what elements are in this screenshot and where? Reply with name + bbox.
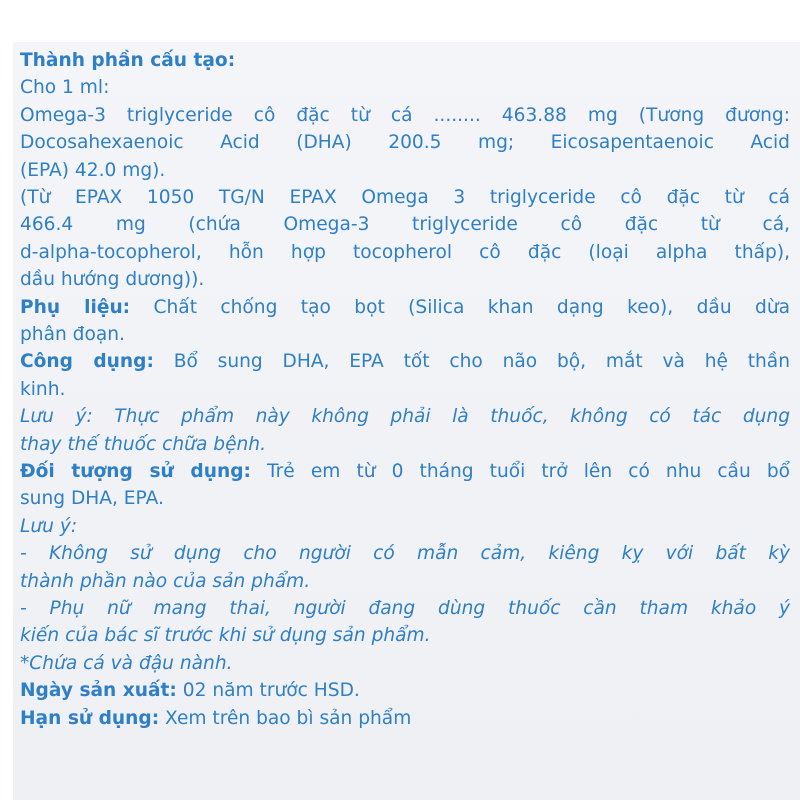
target-label: Đối tượng sử dụng: xyxy=(20,460,251,482)
manufacture-line xyxy=(20,677,790,704)
omega-line-2: Docosahexaenoic Acid (DHA) 200.5 mg; Eicosapentaenoic Acid xyxy=(20,132,790,154)
note2-heading: Lưu ý: xyxy=(20,515,78,537)
note1-line-2: thay thế thuốc chữa bệnh. xyxy=(20,433,266,455)
source-line-3: d-alpha-tocopherol, hỗn hợp tocopherol cô đặc (loại alpha thấp), xyxy=(20,241,790,263)
usage-line-2: kinh. xyxy=(20,378,66,400)
excipient-line-2: phân đoạn. xyxy=(20,323,125,345)
composition-heading: Thành phần cấu tạo: xyxy=(20,50,236,71)
excipient-label: Phụ liệu: xyxy=(20,296,131,318)
allergen-note: *Chứa cá và đậu nành. xyxy=(20,652,233,674)
usage-text: Bổ sung DHA, EPA tốt cho não bộ, mắt và hệ thần xyxy=(153,351,790,373)
note2-item2-line-2: kiến của bác sĩ trước khi sử dụng sản phẩm. xyxy=(20,625,431,647)
source-line-1: (Từ EPAX 1050 TG/N EPAX Omega 3 triglyceride cô đặc từ cá xyxy=(20,187,790,208)
target-line-2: sung DHA, EPA. xyxy=(20,488,164,510)
source-line-2: 466.4 mg (chứa Omega-3 triglyceride cô đặc từ cá, xyxy=(20,214,790,236)
omega-line-3: (EPA) 42.0 mg). xyxy=(20,159,166,181)
omega-line-1: Omega-3 triglyceride cô đặc từ cá ........ 463.88 mg (Tương đương: xyxy=(20,104,790,126)
label-text-block xyxy=(20,47,790,732)
expiry-label: Hạn sử dụng: xyxy=(20,707,160,729)
usage-label: Công dụng: xyxy=(20,351,154,373)
target-text: Trẻ em từ 0 tháng tuổi trở lên có nhu cầu bổ xyxy=(250,460,790,482)
note1-line-1: Lưu ý: Thực phẩm này không phải là thuốc, không có tác dụng xyxy=(20,406,790,428)
expiry-text: Xem trên bao bì sản phẩm xyxy=(159,707,412,729)
per-ml-line: Cho 1 ml: xyxy=(20,77,110,99)
expiry-line xyxy=(20,705,790,732)
excipient-line-1 xyxy=(20,294,790,321)
source-line-4: dầu hướng dương)). xyxy=(20,269,205,291)
note2-item1-line-2: thành phần nào của sản phẩm. xyxy=(20,570,311,592)
excipient-text: Chất chống tạo bọt (Silica khan dạng keo), dầu dừa xyxy=(130,296,790,318)
note2-item2-line-1: - Phụ nữ mang thai, người đang dùng thuốc cần tham khảo ý xyxy=(20,597,790,619)
usage-line-1 xyxy=(20,348,790,375)
manufacture-text: 02 năm trước HSD. xyxy=(176,680,360,702)
manufacture-label: Ngày sản xuất: xyxy=(20,680,177,702)
target-line-1 xyxy=(20,458,790,485)
note2-item1-line-1: - Không sử dụng cho người có mẫn cảm, kiêng kỵ với bất kỳ xyxy=(20,543,790,565)
